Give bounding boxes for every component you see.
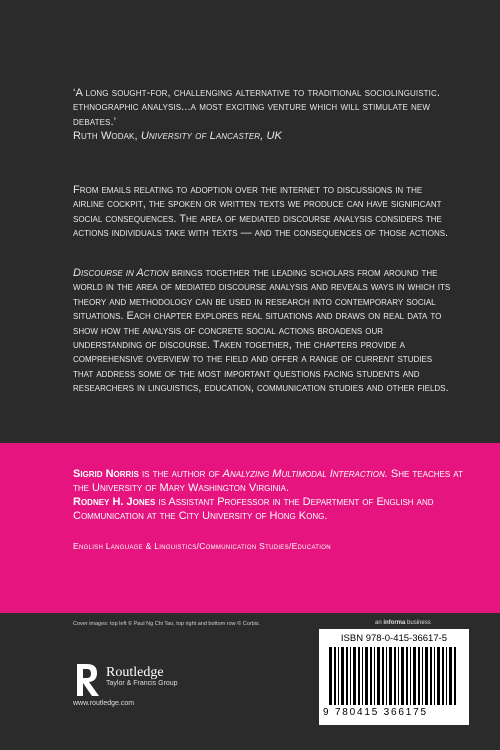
subject-categories: English Language & Linguistics/Communication Studies/Education — [73, 541, 331, 551]
endorsement-quote — [73, 86, 453, 144]
barcode-bar — [346, 647, 348, 705]
barcode-bar — [358, 647, 360, 705]
description-paragraph-2 — [73, 266, 453, 396]
barcode-bar — [365, 647, 368, 705]
barcode-bar — [329, 647, 332, 705]
publisher-url[interactable]: www.routledge.com — [73, 700, 135, 707]
barcode-icon — [329, 647, 459, 705]
cover-credit: Cover images: top left © Paul Ng Chi Tao, top right and bottom row © Corbis. — [73, 621, 261, 627]
description-paragraph-1: From emails relating to adoption over the internet to discussions in the airline cockpit, the spoken or written texts we produce can have significant social consequences. The area of mediated discourse analysis considers the actions individuals take with texts — and the consequences of those actions. — [73, 184, 449, 240]
barcode-bar — [377, 647, 380, 705]
isbn-text: ISBN 978-0-415-36617-5 — [340, 633, 448, 644]
barcode-bar — [437, 647, 440, 705]
publisher-subtitle: Taylor & Francis Group — [106, 680, 178, 687]
barcode-bar — [389, 647, 392, 705]
paragraph2-text: brings together the leading scholars from around the world in the area of mediated discourse analysis and reveals ways in which its theory and methodology can be used in research into contemporary social situations. Each chapter explores real situations and draws on real data to show how the analysis of concrete social actions broadens our understanding of discourse. Taken together, the chapters provide a comprehensive overview to the field and offer a range of current studies that address some of the most important questions facing students and researchers in linguistics, education, communication studies and other fields. — [73, 267, 451, 395]
quote-affiliation: University of Lancaster, UK — [140, 130, 282, 143]
barcode-bar — [442, 647, 444, 705]
barcode-bar — [382, 647, 384, 705]
barcode-bar — [406, 647, 408, 705]
barcode-bar — [334, 647, 336, 705]
barcode-bar — [394, 647, 396, 705]
author-name-2: Rodney H. Jones — [73, 496, 156, 508]
bio-book: Analyzing Multimodal Interaction. — [222, 468, 388, 480]
barcode-bar — [353, 647, 356, 705]
barcode-bar — [350, 647, 351, 705]
barcode-bar — [410, 647, 411, 705]
barcode-bar — [386, 647, 387, 705]
bio-text-1a: is the author of — [138, 468, 223, 480]
barcode-bar — [362, 647, 363, 705]
author-bio — [73, 467, 473, 523]
bio-text-2: is Assistant Professor in the Department of English and Communication at the City University of Hong Kong. — [73, 496, 434, 522]
book-title: Discourse in Action — [73, 267, 169, 279]
informa-tag — [375, 620, 431, 626]
barcode-bar — [338, 647, 339, 705]
barcode-bar — [413, 647, 416, 705]
bio-text-1b: She teaches at the University of Mary Washington Virginia. — [73, 468, 463, 494]
barcode-bar — [446, 647, 447, 705]
barcode-bar — [418, 647, 420, 705]
informa-brand: informa — [383, 620, 406, 626]
barcode-bar — [449, 647, 452, 705]
barcode-bar — [454, 647, 456, 705]
barcode-digits: 9 780415 366175 — [323, 707, 428, 718]
barcode-box — [319, 629, 469, 725]
barcode-bar — [374, 647, 375, 705]
quote-author: Ruth Wodak, — [73, 130, 138, 143]
author-name-1: Sigrid Norris — [73, 468, 139, 480]
barcode-bar — [341, 647, 344, 705]
quote-text: ‘A long sought-for, challenging alternative to traditional sociolinguistic. ethnographic analysis...a most exciting venture which will stimulate new debates.’ — [73, 87, 440, 128]
barcode-bar — [434, 647, 435, 705]
barcode-bar — [422, 647, 423, 705]
barcode-bar — [401, 647, 404, 705]
informa-suffix: business — [405, 620, 431, 626]
informa-prefix: an — [375, 620, 384, 626]
barcode-bar — [398, 647, 399, 705]
barcode-bar — [430, 647, 432, 705]
routledge-logo-icon — [73, 660, 103, 700]
barcode-bar — [370, 647, 372, 705]
barcode-bar — [425, 647, 428, 705]
publisher-name: Routledge — [106, 665, 164, 680]
